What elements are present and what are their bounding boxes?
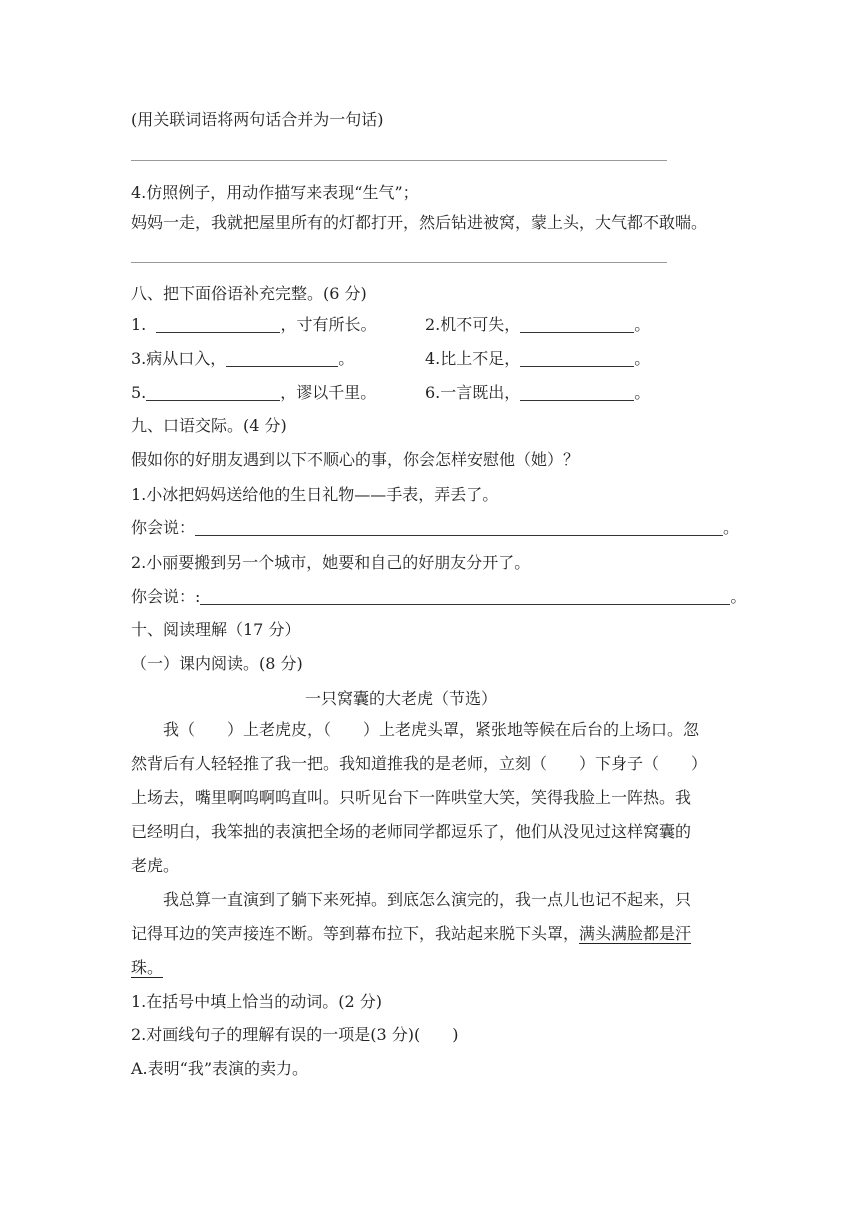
proverb-item-6: [425, 382, 650, 404]
fill-blank[interactable]: [520, 350, 634, 367]
proverb-end: 。: [634, 383, 651, 402]
answer-label: 你会说：: [131, 518, 196, 537]
answer-blank[interactable]: [200, 588, 730, 605]
fill-blank[interactable]: [520, 316, 634, 333]
proverb-text: ，寸有所长。: [280, 315, 377, 334]
answer-row-2: [131, 586, 746, 608]
passage-title: 一只窝囊的大老虎（节选）: [305, 689, 498, 708]
item-number: 6.: [425, 383, 441, 402]
passage-line: 已经明白，我笨拙的表演把全场的老师同学都逗乐了，他们从没见过这样窝囊的: [131, 822, 692, 841]
task-1: 1.在括号中填上恰当的动词。(2 分): [131, 992, 383, 1011]
fill-blank[interactable]: [146, 384, 280, 401]
passage-line: 我总算一直演到了躺下来死掉。到底怎么演完的，我一点儿也记不起来，只: [163, 890, 692, 909]
proverb-item-2: [425, 314, 650, 336]
proverb-end: 。: [634, 315, 651, 334]
passage-line: 我（ ）上老虎皮，（ ）上老虎头罩，紧张地等候在后台的上场口。忽: [163, 720, 700, 739]
underlined-sentence: 满头满脸都是汗: [579, 924, 692, 943]
item-number: 3.: [131, 349, 147, 368]
proverb-item-4: [425, 348, 650, 370]
proverb-end: 。: [634, 349, 651, 368]
answer-end: 。: [723, 518, 740, 537]
item-number: 4.: [425, 349, 441, 368]
item-number: 2.: [425, 315, 441, 334]
section-10-heading: 十、阅读理解（17 分）: [131, 620, 301, 639]
option-a: A.表明“我”表演的卖力。: [131, 1059, 309, 1078]
section-9-intro: 假如你的好朋友遇到以下不顺心的事，你会怎样安慰他（她）？: [131, 450, 580, 469]
proverb-item-1: [131, 314, 376, 336]
example-sentence: 妈妈一走，我就把屋里所有的灯都打开，然后钻进被窝，蒙上头，大气都不敢喘。: [131, 213, 708, 232]
passage-text: 记得耳边的笑声接连不断。等到幕布拉下，我站起来脱下头罩，: [131, 924, 580, 943]
answer-line: [131, 262, 667, 263]
section-8-heading: 八、把下面俗语补充完整。(6 分): [131, 284, 367, 303]
passage-line: 上场去，嘴里啊呜啊呜直叫。只听见台下一阵哄堂大笑，笑得我脸上一阵热。我: [131, 788, 692, 807]
underlined-sentence: 珠。: [131, 958, 164, 977]
passage-line: [131, 923, 691, 945]
answer-row-1: [131, 517, 739, 539]
proverb-text: 比上不足，: [440, 349, 521, 368]
proverb-text: ，谬以千里。: [280, 383, 377, 402]
task-2: 2.对画线句子的理解有误的一项是(3 分)( ): [131, 1025, 459, 1044]
item-number: 5.: [131, 383, 147, 402]
sub-section-heading: （一）课内阅读。(8 分): [131, 654, 303, 673]
passage-line: 老虎。: [131, 856, 180, 875]
scenario-1: 1.小冰把妈妈送给他的生日礼物——手表，弄丢了。: [131, 485, 499, 504]
proverb-text: 病从口入，: [146, 349, 227, 368]
answer-end: 。: [730, 587, 747, 606]
fill-blank[interactable]: [156, 316, 280, 333]
proverb-item-5: [131, 382, 376, 404]
fill-blank[interactable]: [226, 350, 338, 367]
section-9-heading: 九、口语交际。(4 分): [131, 416, 287, 435]
proverb-item-3: [131, 348, 354, 370]
item-number: 1.: [131, 315, 147, 334]
proverb-text: 一言既出，: [440, 383, 521, 402]
instruction-text: (用关联词语将两句话合并为一句话): [131, 110, 384, 129]
answer-line: [131, 160, 667, 161]
passage-line: [131, 957, 163, 979]
answer-label: 你会说：:: [131, 587, 201, 606]
proverb-end: 。: [338, 349, 355, 368]
scenario-2: 2.小丽要搬到另一个城市，她要和自己的好朋友分开了。: [131, 553, 531, 572]
question-4-prompt: 4.仿照例子，用动作描写来表现“生气”；: [131, 183, 419, 202]
proverb-text: 机不可失，: [440, 315, 521, 334]
fill-blank[interactable]: [520, 384, 634, 401]
answer-blank[interactable]: [195, 519, 723, 536]
passage-line: 然背后有人轻轻推了我一把。我知道推我的是老师，立刻（ ）下身子（ ）: [131, 754, 708, 773]
